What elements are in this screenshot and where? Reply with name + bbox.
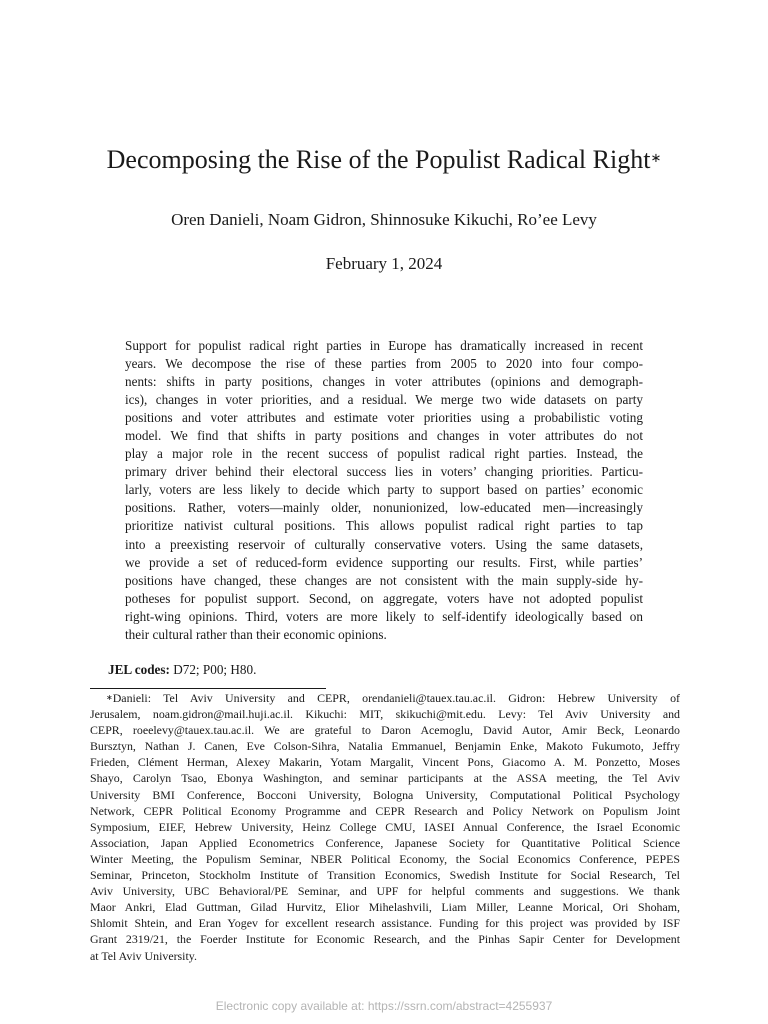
abstract-line: model. We find that shifts in party positions and changes in voter attributes do not <box>125 428 643 444</box>
footnote-line: Network, CEPR Political Economy Programme and CEPR Research and Policy Network on Populism Joint <box>90 803 680 818</box>
footnote <box>90 690 680 964</box>
abstract-line: nents: shifts in party positions, changes in voter attributes (opinions and demograph- <box>125 374 643 390</box>
abstract-line: their cultural rather than their economic opinions. <box>125 626 387 642</box>
abstract-line: into a preexisting reservoir of culturally conservative voters. Using the same datasets, <box>125 536 643 552</box>
footnote-line <box>90 690 680 706</box>
abstract-line: right-wing opinions. Third, voters are more likely to self-identify ideologically based on <box>125 608 643 624</box>
footnote-line: Frieden, Clément Herman, Alexey Makarin, Yotam Margalit, Vincent Pons, Giacomo A. M. Ponzetto, Moses <box>90 755 680 770</box>
footnote-line: University BMI Conference, Bocconi University, Bologna University, Computational Political Psychology <box>90 787 680 802</box>
footnote-line: CEPR, roeelevy@tauex.tau.ac.il. We are grateful to Daron Acemoglu, David Autor, Amir Beck, Leonardo <box>90 723 680 738</box>
abstract <box>125 337 643 644</box>
abstract-line: positions. Rather, voters—mainly older, nonunionized, low-educated men—increasingly <box>125 500 643 516</box>
ssrn-availability-notice: Electronic copy available at: https://ssrn.com/abstract=4255937 <box>215 999 553 1013</box>
footnote-line: Jerusalem, noam.gidron@mail.huji.ac.il. Kikuchi: MIT, skikuchi@mit.edu. Levy: Tel Aviv University and <box>90 707 680 722</box>
footnote-line: Aviv University, UBC Behavioral/PE Seminar, and UPF for helpful comments and suggestions. We thank <box>90 884 680 899</box>
footnote-line: Maor Ankri, Elad Guttman, Gilad Hurvitz, Elior Mihelashvili, Liam Miller, Leanne Morical, Ori Shoham, <box>90 900 680 915</box>
footnote-line: Association, Japan Applied Econometrics Conference, Japanese Society for Quantitative Political Science <box>90 835 680 850</box>
abstract-line: positions have changed, these changes are not consistent with the main supply-side hy- <box>125 572 643 588</box>
abstract-line: we provide a set of reduced-form evidence supporting our results. First, while parties’ <box>125 554 643 570</box>
footnote-line: Bursztyn, Nathan J. Canen, Eve Colson-Sihra, Natalia Emmanuel, Benjamin Enke, Makoto Fukumoto, Jeffry <box>90 739 680 754</box>
abstract-line: primary driver behind their electoral success lies in voters’ changing priorities. Particu- <box>125 464 643 480</box>
abstract-line: play a major role in the recent success of populist radical right parties. Instead, the <box>125 446 643 462</box>
abstract-line: years. We decompose the rise of these parties from 2005 to 2020 into four compo- <box>125 356 643 372</box>
footnote-line: Grant 2319/21, the Foerder Institute for Economic Research, and the Pinhas Sapir Center for Development <box>90 932 680 947</box>
publication-date: February 1, 2024 <box>325 254 443 273</box>
paper-title <box>0 144 768 176</box>
title-footnote-marker: ∗ <box>650 150 662 165</box>
abstract-line: larly, voters are less likely to decide which party to support based on parties’ economic <box>125 482 643 498</box>
author-list: Oren Danieli, Noam Gidron, Shinnosuke Kikuchi, Ro’ee Levy <box>171 210 597 229</box>
abstract-line: ics), changes in voter priorities, and a residual. We merge two wide datasets on party <box>125 392 643 408</box>
jel-code-values: D72; P00; H80. <box>173 662 257 677</box>
footnote-marker: ∗ <box>106 693 113 702</box>
jel-codes <box>108 661 256 679</box>
paper-title-text: Decomposing the Rise of the Populist Radical Right <box>106 145 651 174</box>
abstract-line: Support for populist radical right parties in Europe has dramatically increased in recent <box>125 338 643 353</box>
footnote-line: Symposium, EIEF, Hebrew University, Heinz College CMU, IASEI Annual Conference, the Israel Economic <box>90 819 680 834</box>
footnote-line: at Tel Aviv University. <box>90 948 197 963</box>
footnote-line: Seminar, Princeton, Stockholm Institute of Transition Economics, Swedish Institute for Social Research, Tel <box>90 868 680 883</box>
abstract-line: positions and voter attributes and estimate voter priorities using a probabilistic voting <box>125 410 643 426</box>
jel-label: JEL codes: <box>108 662 170 677</box>
footnote-divider <box>90 688 326 689</box>
footnote-line-text: Danieli: Tel Aviv University and CEPR, orendanieli@tauex.tau.ac.il. Gidron: Hebrew University of <box>112 691 680 705</box>
abstract-line: prioritize nativist cultural positions. This allows populist radical right parties to tap <box>125 518 643 534</box>
abstract-line: potheses for populist support. Second, on aggregate, voters have not adopted populist <box>125 590 643 606</box>
footnote-line: Shayo, Carolyn Tsao, Ebonya Washington, and seminar participants at the ASSA meeting, the Tel Aviv <box>90 771 680 786</box>
footnote-line: Winter Meeting, the Populism Seminar, NBER Political Economy, the Social Economics Conference, PEPES <box>90 851 680 866</box>
footnote-line: Shlomit Shtein, and Eran Yogev for excellent research assistance. Funding for this project was provided by ISF <box>90 916 680 931</box>
